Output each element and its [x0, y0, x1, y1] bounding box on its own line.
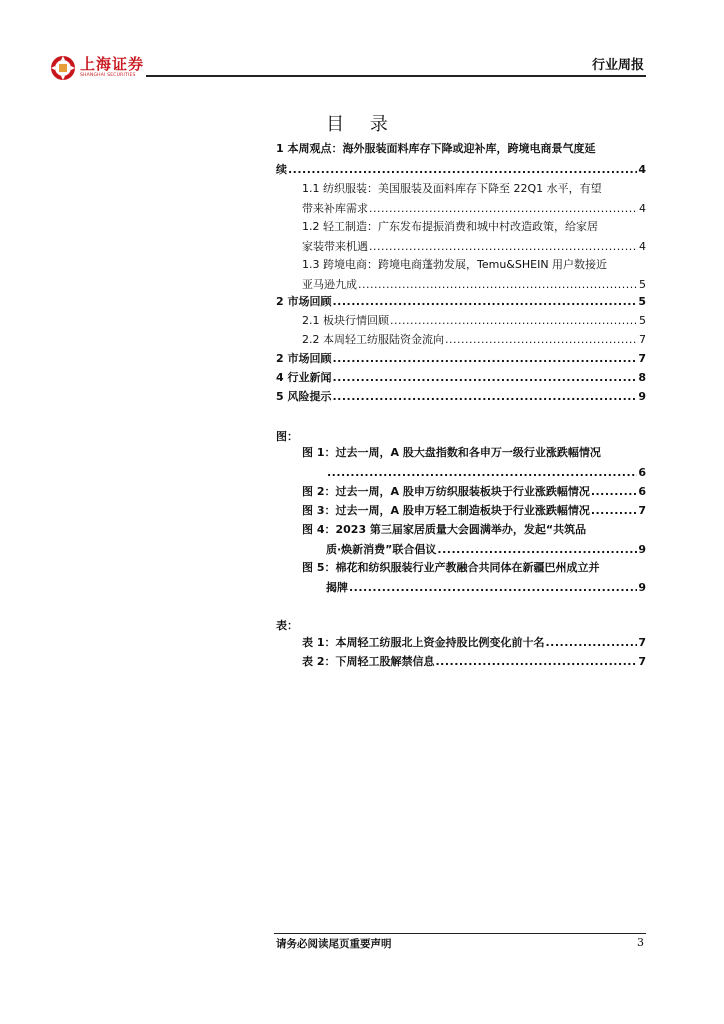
toc-entry-page: 8 [638, 371, 646, 384]
toc-entry-text-cont: 带来补库需求 [302, 202, 368, 215]
toc-entry-page: 4 [638, 163, 646, 176]
toc-entry-1[interactable] [276, 142, 646, 176]
logo-en-text: SHANGHAI SECURITIES [80, 73, 136, 79]
toc-entry-text: 2.1 板块行情回顾 [302, 314, 389, 327]
figure-entry-3[interactable] [302, 504, 646, 517]
figure-entry-page: 9 [638, 581, 646, 594]
table-entry-page: 7 [638, 655, 646, 668]
figure-entry-page: 6 [638, 485, 646, 498]
toc-entry-1-2[interactable] [302, 220, 646, 253]
logo-cn-text: 上海证券 [80, 55, 145, 74]
figure-entry-4[interactable] [302, 523, 646, 556]
toc-entry-text: 2 市场回顾 [276, 352, 332, 365]
toc-entry-page: 5 [639, 278, 646, 291]
page-number: 3 [637, 936, 644, 949]
footer-divider [274, 933, 646, 934]
figure-entry-text-cont: 揭牌 [326, 581, 348, 594]
company-logo [50, 55, 144, 81]
figure-entry-text: 图 3：过去一周，A 股申万轻工制造板块于行业涨跌幅情况 [302, 504, 590, 517]
toc-entry-1-3[interactable] [302, 258, 646, 291]
logo-emblem-icon [50, 55, 76, 81]
toc-entry-text: 2 市场回顾 [276, 295, 332, 308]
toc-entry-page: 7 [638, 352, 646, 365]
figure-entry-page: 9 [638, 543, 646, 556]
toc-entry-text: 1.1 纺织服装：美国服装及面料库存下降至 22Q1 水平，有望 [302, 182, 602, 195]
toc-entry-text-cont: 续 [276, 163, 287, 176]
toc-entry-text: 1.3 跨境电商：跨境电商蓬勃发展，Temu&SHEIN 用户数接近 [302, 258, 608, 271]
figure-entry-text: 图 5：棉花和纺织服装行业产教融合共同体在新疆巴州成立并 [302, 561, 600, 574]
figure-entry-2[interactable] [302, 485, 646, 498]
table-entry-page: 7 [638, 636, 646, 649]
toc-entry-text: 1.2 轻工制造：广东发布提振消费和城中村改造政策，给家居 [302, 220, 598, 233]
toc-entry-text: 4 行业新闻 [276, 371, 332, 384]
figure-entry-page: 7 [638, 504, 646, 517]
table-entry-text: 表 2：下周轻工股解禁信息 [302, 655, 435, 668]
figures-label: 图： [276, 430, 298, 443]
tables-label: 表： [276, 619, 298, 632]
table-entry-text: 表 1：本周轻工纺服北上资金持股比例变化前十名 [302, 636, 545, 649]
toc-entry-page: 5 [639, 314, 646, 327]
toc-entry-2-1[interactable] [302, 314, 646, 327]
toc-entry-text-cont: 家装带来机遇 [302, 240, 368, 253]
toc-entry-text: 5 风险提示 [276, 390, 332, 403]
toc-entry-text: 2.2 本周轻工纺服陆资金流向 [302, 333, 444, 346]
disclaimer-note: 请务必阅读尾页重要声明 [276, 938, 392, 950]
table-entry-1[interactable] [302, 636, 646, 649]
figure-entry-page: 6 [638, 466, 646, 479]
toc-entry-text: 1 本周观点：海外服装面料库存下降或迎补库，跨境电商景气度延 [276, 142, 596, 155]
toc-entry-page: 5 [638, 295, 646, 308]
toc-entry-5[interactable] [276, 390, 646, 403]
toc-title: 目 录 [326, 114, 398, 135]
toc-entry-2[interactable] [276, 295, 646, 308]
toc-entry-page: 7 [639, 333, 646, 346]
figure-entry-5[interactable] [302, 561, 646, 594]
figure-entry-1[interactable] [302, 446, 646, 479]
figure-entry-text: 图 2：过去一周，A 股申万纺织服装板块于行业涨跌幅情况 [302, 485, 590, 498]
toc-entry-page: 9 [638, 390, 646, 403]
figure-entry-text: 图 1：过去一周，A 股大盘指数和各申万一级行业涨跌幅情况 [302, 446, 601, 459]
report-type-label: 行业周报 [591, 58, 644, 73]
figure-entry-text: 图 4：2023 第三届家居质量大会圆满举办，发起“共筑品 [302, 523, 587, 536]
toc-entry-text-cont: 亚马逊九成 [302, 278, 357, 291]
toc-entry-page: 4 [639, 202, 646, 215]
toc-entry-page: 4 [639, 240, 646, 253]
table-entry-2[interactable] [302, 655, 646, 668]
header-divider [146, 75, 646, 77]
figure-entry-text-cont: 质·焕新消费”联合倡议 [326, 543, 437, 556]
toc-entry-1-1[interactable] [302, 182, 646, 215]
toc-entry-4[interactable] [276, 371, 646, 384]
toc-entry-3[interactable] [276, 352, 646, 365]
toc-entry-2-2[interactable] [302, 333, 646, 346]
